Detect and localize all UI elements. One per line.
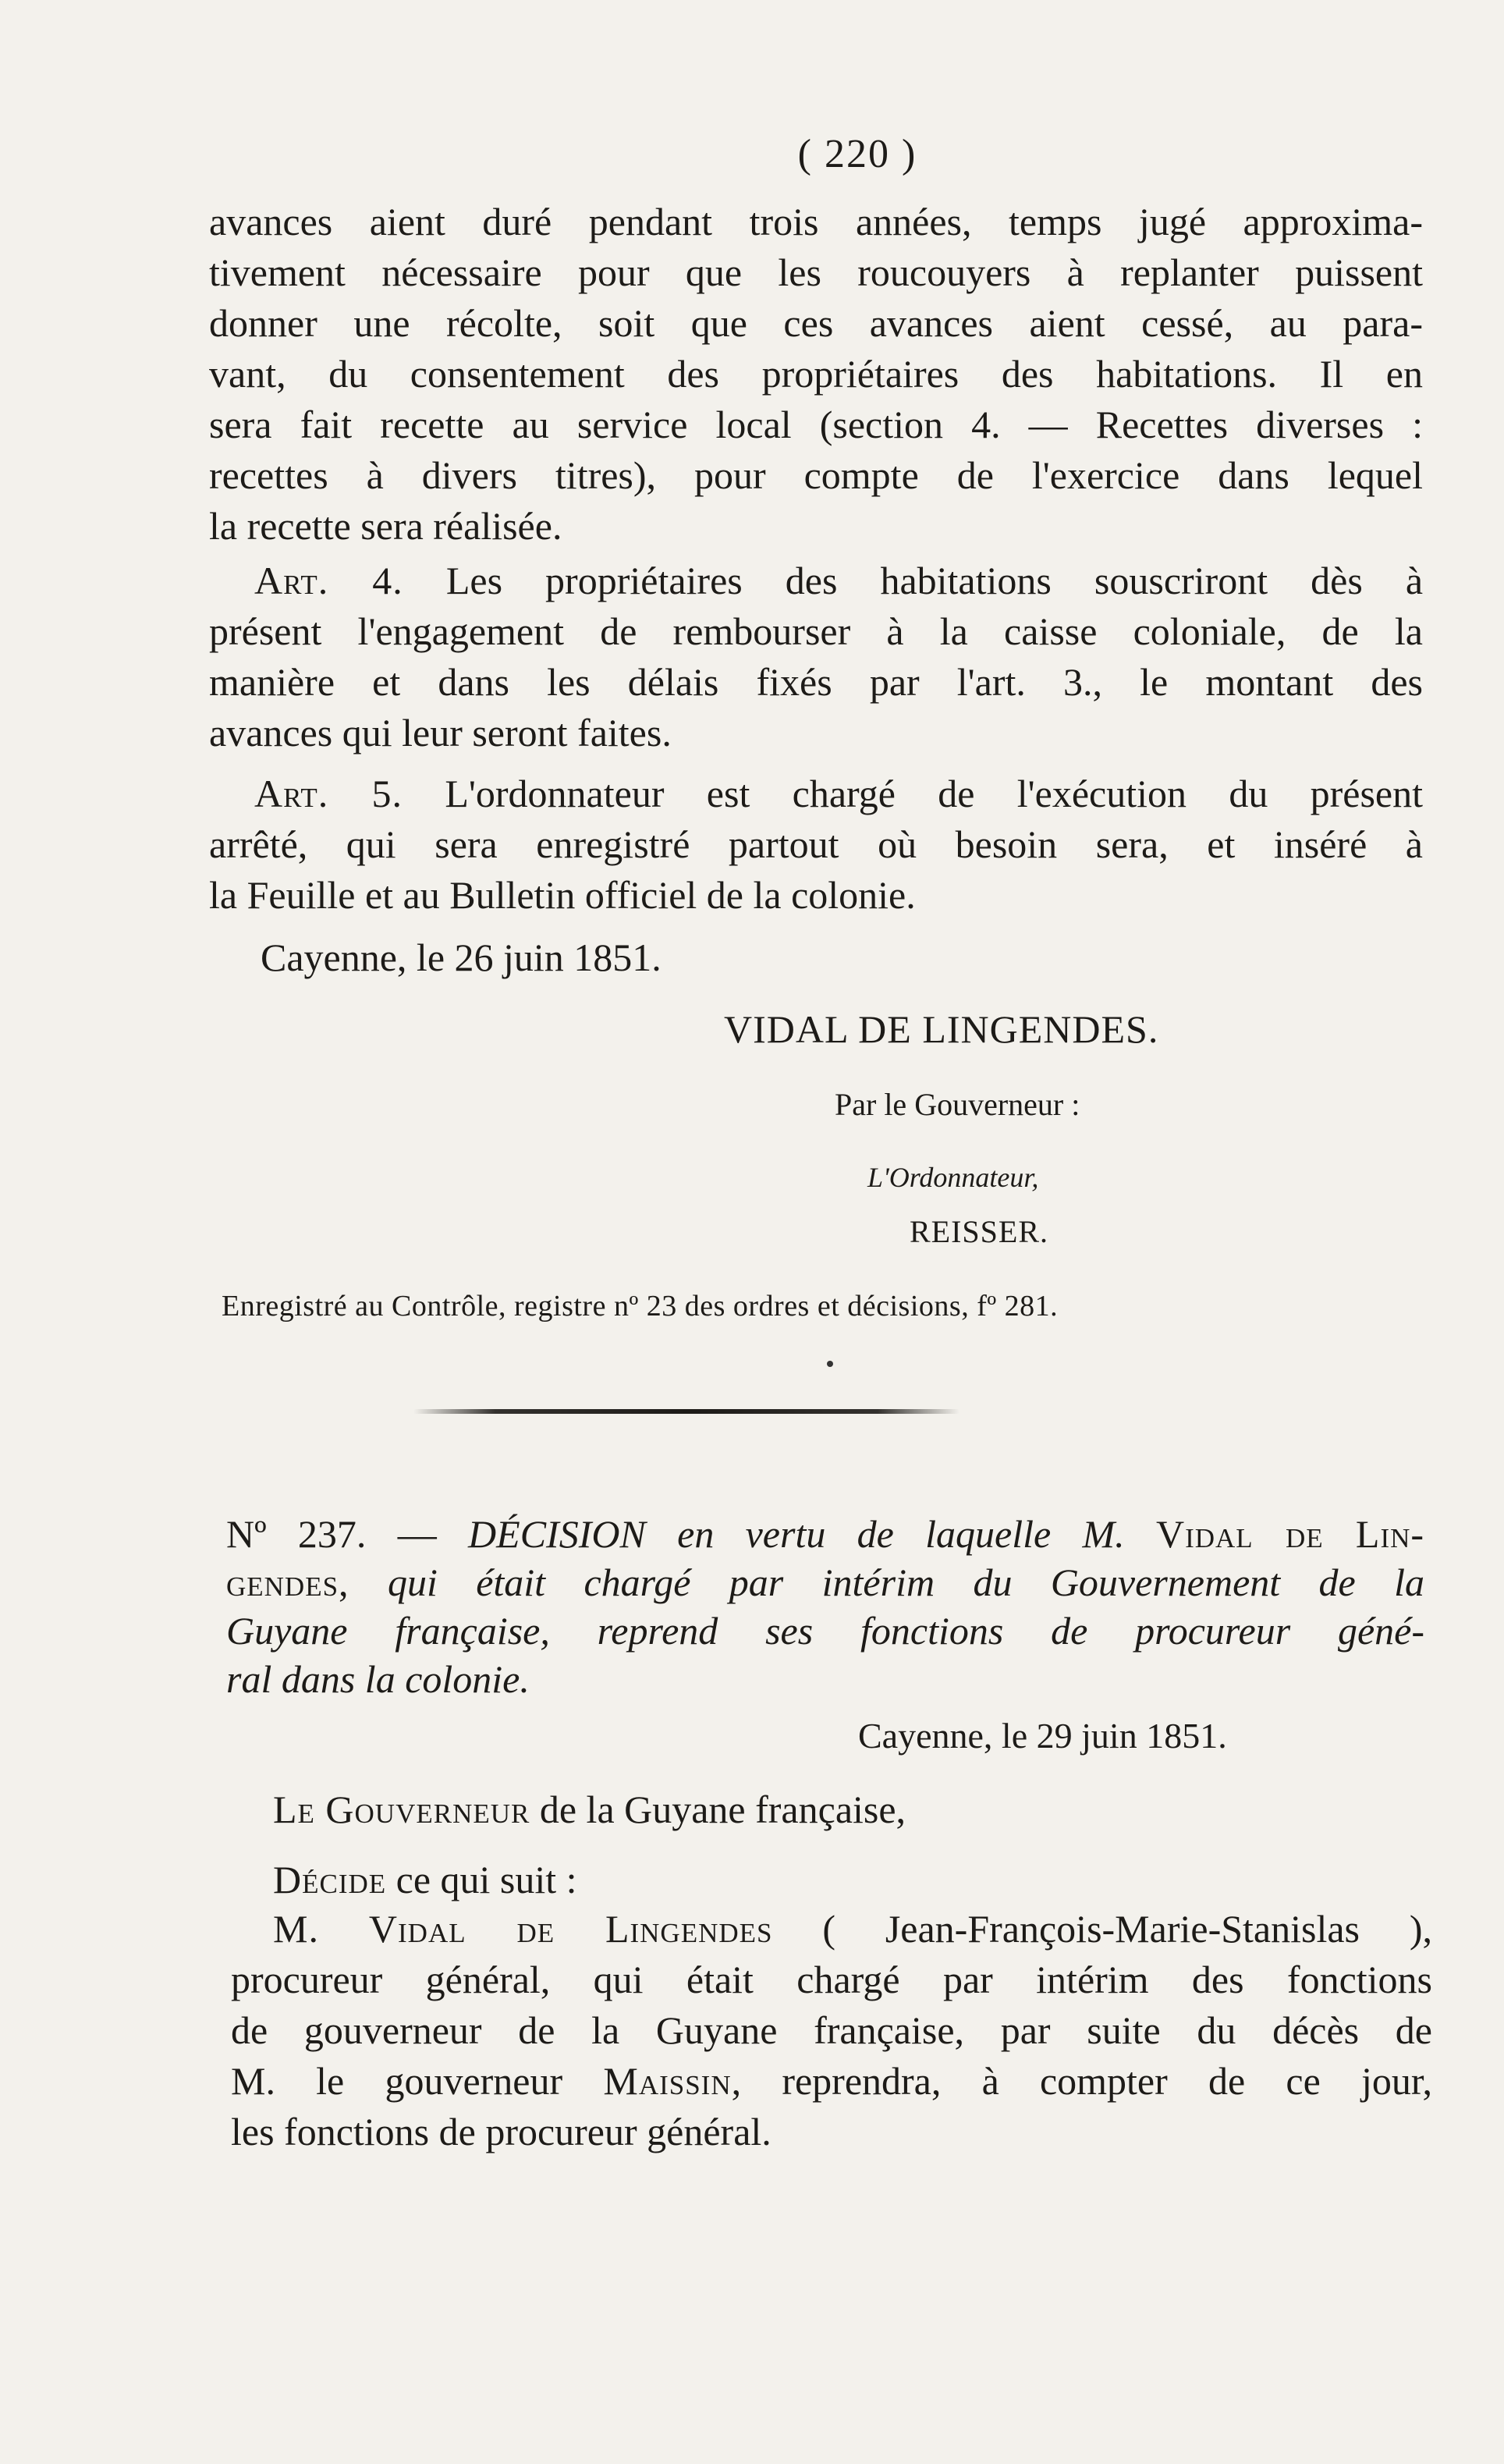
article-label: Art. 4.: [254, 559, 403, 602]
decision-number: Nº 237.: [226, 1512, 367, 1556]
text-line: de gouverneur de la Guyane française, par suite du décès de: [231, 2008, 1432, 2052]
governor-line: Le Gouverneur de la Guyane française,: [273, 1788, 906, 1831]
text-line: tivement nécessaire pour que les roucouyers à replanter puissent: [209, 250, 1423, 294]
text-line: vant, du consentement des propriétaires des habitations. Il en: [209, 352, 1423, 396]
text-line: donner une récolte, soit que ces avances aient cessé, au para-: [209, 301, 1423, 345]
separator-rule: [413, 1409, 960, 1414]
text-line: avances aient duré pendant trois années, temps jugé approxima-: [209, 200, 1423, 243]
final-paragraph: M. Vidal de Lingendes ( Jean-François-Marie-Stanislas ), procureur général, qui était chargé par intérim des fonctions de gouverneur de la Guyane française, par suite du décès de M. le gouverneur Maissin, reprendra, à compter de ce jour, les fonctions de procureur général.: [231, 1904, 1432, 2157]
text-line: les fonctions de procureur général.: [231, 2110, 772, 2153]
decision-heading: Nº 237. — DÉCISION en vertu de laquelle M. Vidal de Lin- gendes, qui était chargé par intérim du Gouvernement de la Guyane française, reprend ses fonctions de procureur géné- ral dans la colonie.: [226, 1512, 1425, 1701]
text-line: avances qui leur seront faites.: [209, 711, 672, 754]
decides-line: Décide ce qui suit :: [273, 1858, 577, 1901]
text-line: arrêté, qui sera enregistré partout où besoin sera, et inséré à: [209, 822, 1423, 866]
text-line: L'ordonnateur est chargé de l'exécution du présent: [445, 772, 1424, 815]
ordonnateur-label: L'Ordonnateur,: [867, 1162, 1039, 1193]
text-line: sera fait recette au service local (section 4. — Recettes diverses :: [209, 403, 1423, 446]
place-date: Cayenne, le 26 juin 1851.: [261, 936, 662, 979]
text-line: présent l'engagement de rembourser à la caisse coloniale, de la: [209, 609, 1423, 653]
text-line: la recette sera réalisée.: [209, 504, 562, 548]
by-governor-label: Par le Gouverneur :: [835, 1087, 1080, 1122]
article-4: [209, 556, 1423, 758]
text-line: Les propriétaires des habitations souscriront dès à: [445, 559, 1424, 602]
text-line: procureur général, qui était chargé par intérim des fonctions: [231, 1958, 1432, 2001]
article-label: Art. 5.: [254, 772, 403, 815]
signature-governor: VIDAL DE LINGENDES.: [724, 1007, 1159, 1051]
text-line: recettes à divers titres), pour compte de l'exercice dans lequel: [209, 453, 1423, 497]
place-date: Cayenne, le 29 juin 1851.: [858, 1716, 1227, 1756]
signature-ordonnateur: REISSER.: [910, 1214, 1049, 1249]
ornament-dot: [827, 1361, 833, 1367]
text-line: manière et dans les délais fixés par l'art. 3., le montant des: [209, 660, 1423, 704]
registration-note: Enregistré au Contrôle, registre nº 23 des ordres et décisions, fº 281.: [222, 1290, 1059, 1323]
paragraph-continuation: [209, 197, 1423, 552]
text-line: la Feuille et au Bulletin officiel de la colonie.: [209, 873, 916, 917]
page-number: ( 220 ): [797, 132, 917, 176]
article-5: [209, 769, 1423, 921]
decision-title: DÉCISION: [468, 1512, 646, 1556]
